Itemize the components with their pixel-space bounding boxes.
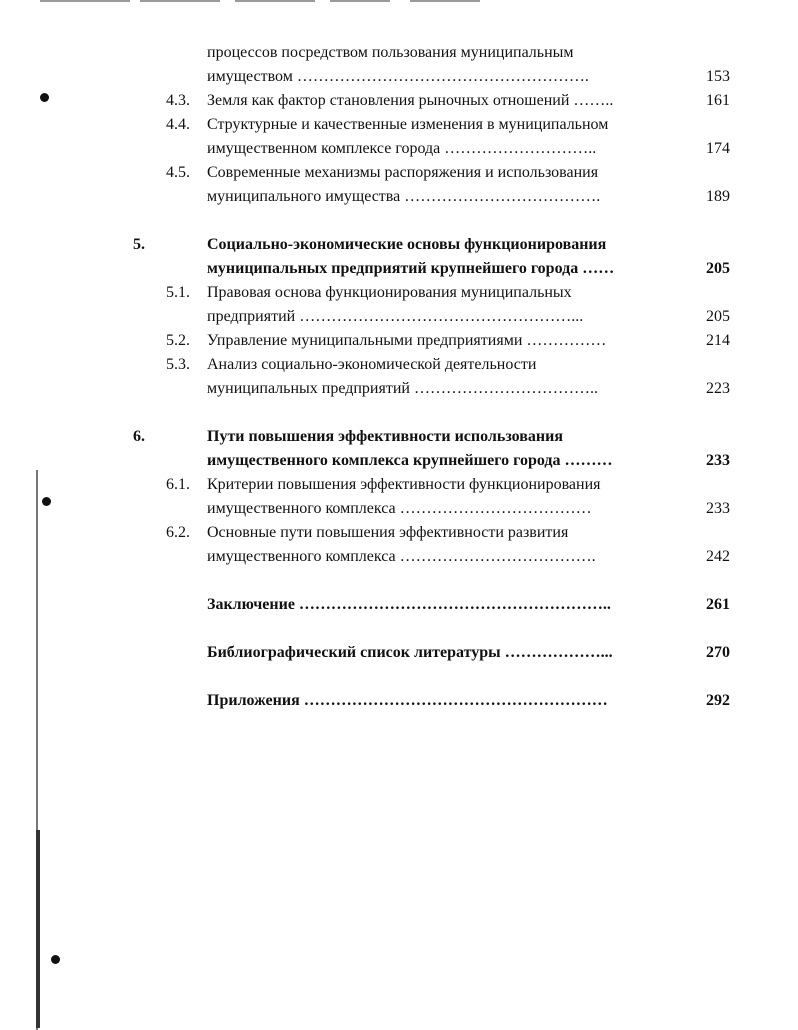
toc-section-number: 6.1. bbox=[166, 476, 190, 493]
toc-page-number: 214 bbox=[706, 332, 730, 349]
toc-chapter-title: Пути повышения эффективности использования bbox=[207, 428, 564, 445]
toc-entry-text: имуществом ………………………………………………. bbox=[207, 68, 589, 85]
toc-chapter-number: 6. bbox=[133, 428, 145, 445]
toc-entry-text: предприятий ……………………………………………... bbox=[207, 308, 584, 325]
toc-page-number: 233 bbox=[706, 452, 730, 469]
toc-page-number: 242 bbox=[706, 548, 730, 565]
toc-conclusion: Заключение ………………………………………………….. bbox=[207, 596, 611, 613]
punch-hole-mark bbox=[42, 497, 51, 506]
scan-top-line bbox=[140, 0, 220, 2]
toc-entry-text: имущественном комплексе города ……………………….. bbox=[207, 140, 597, 157]
toc-page-number: 189 bbox=[706, 188, 730, 205]
toc-page-number: 153 bbox=[706, 68, 730, 85]
scan-top-line bbox=[235, 0, 315, 2]
toc-page-number: 233 bbox=[706, 500, 730, 517]
toc-page-number: 270 bbox=[706, 644, 730, 661]
toc-page-number: 223 bbox=[706, 380, 730, 397]
toc-chapter-title: муниципальных предприятий крупнейшего города …… bbox=[207, 260, 615, 277]
toc-entry-text: процессов посредством пользования муниципальным bbox=[207, 44, 574, 61]
toc-entry-text: Современные механизмы распоряжения и использования bbox=[207, 164, 599, 181]
scan-top-line bbox=[330, 0, 390, 2]
toc-entry-text: муниципального имущества ………………………………. bbox=[207, 188, 601, 205]
toc-section-number: 5.2. bbox=[166, 332, 190, 349]
toc-page-number: 205 bbox=[706, 308, 730, 325]
scan-top-line bbox=[410, 0, 480, 2]
toc-section-number: 4.4. bbox=[166, 116, 190, 133]
toc-bibliography: Библиографический список литературы ………………... bbox=[207, 644, 613, 661]
toc-page-number: 292 bbox=[706, 692, 730, 709]
toc-entry-text: Анализ социально-экономической деятельности bbox=[207, 356, 537, 373]
toc-page-number: 174 bbox=[706, 140, 730, 157]
toc-entry-text: Управление муниципальными предприятиями …………… bbox=[207, 332, 607, 349]
toc-entry-text: муниципальных предприятий …………………………….. bbox=[207, 380, 598, 397]
toc-appendices: Приложения ………………………………………………… bbox=[207, 692, 608, 709]
toc-page-number: 161 bbox=[706, 92, 730, 109]
toc-chapter-number: 5. bbox=[133, 236, 145, 253]
punch-hole-mark bbox=[51, 955, 60, 964]
toc-section-number: 6.2. bbox=[166, 524, 190, 541]
toc-section-number: 5.1. bbox=[166, 284, 190, 301]
toc-section-number: 4.3. bbox=[166, 92, 190, 109]
toc-entry-text: Критерии повышения эффективности функционирования bbox=[207, 476, 601, 493]
scan-left-edge bbox=[36, 830, 40, 1028]
toc-chapter-title: Социально-экономические основы функционирования bbox=[207, 236, 607, 253]
toc-section-number: 4.5. bbox=[166, 164, 190, 181]
toc-page-number: 205 bbox=[706, 260, 730, 277]
toc-entry-text: Правовая основа функционирования муниципальных bbox=[207, 284, 572, 301]
toc-section-number: 5.3. bbox=[166, 356, 190, 373]
toc-entry-text: имущественного комплекса ………………………………. bbox=[207, 548, 596, 565]
toc-entry-text: Земля как фактор становления рыночных отношений …….. bbox=[207, 92, 614, 109]
scan-top-line bbox=[40, 0, 130, 2]
toc-chapter-title: имущественного комплекса крупнейшего города ……… bbox=[207, 452, 613, 469]
toc-page-number: 261 bbox=[706, 596, 730, 613]
punch-hole-mark bbox=[40, 93, 49, 102]
toc-entry-text: имущественного комплекса ……………………………… bbox=[207, 500, 592, 517]
toc-entry-text: Основные пути повышения эффективности развития bbox=[207, 524, 569, 541]
toc-entry-text: Структурные и качественные изменения в муниципальном bbox=[207, 116, 609, 133]
